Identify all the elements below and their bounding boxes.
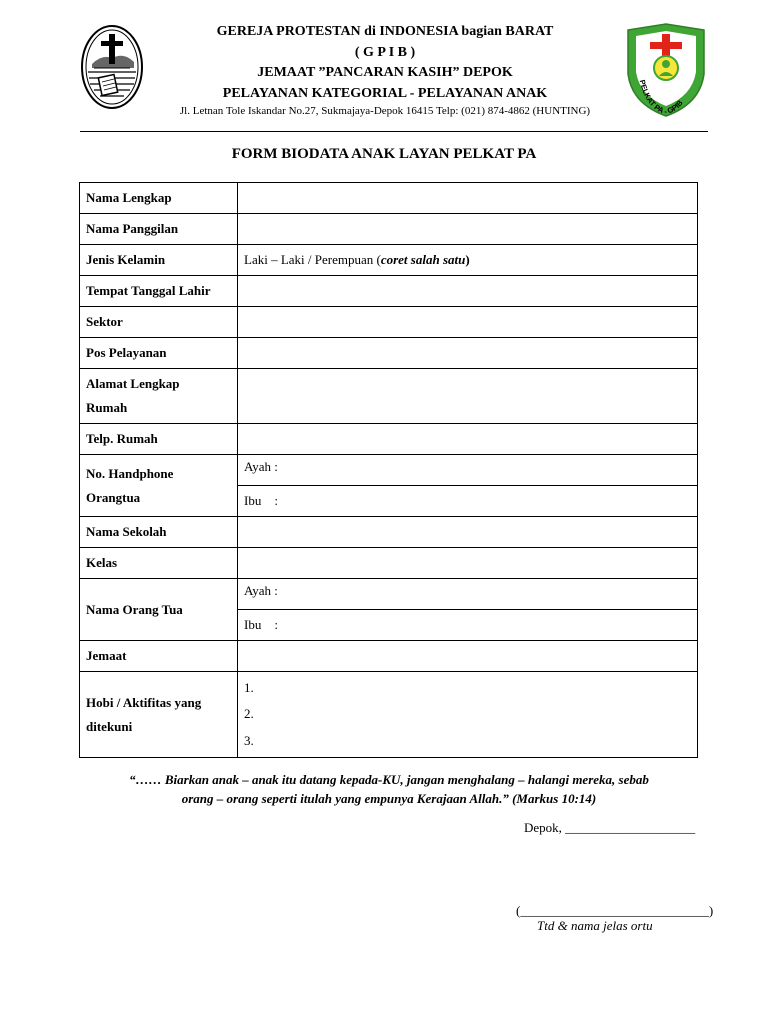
- jemaat-label: Jemaat: [80, 641, 238, 672]
- table-row: [80, 307, 698, 338]
- header-divider: [80, 131, 708, 132]
- church-abbreviation: ( G P I B ): [354, 44, 416, 60]
- handphone-ibu-label: Ibu :: [244, 493, 278, 508]
- signature-line[interactable]: (_____________________________): [516, 903, 714, 918]
- alamat-field[interactable]: [238, 369, 698, 424]
- signature-caption: Ttd & nama jelas ortu: [537, 918, 653, 933]
- telp-rumah-label: Telp. Rumah: [80, 424, 238, 455]
- nama-sekolah-field[interactable]: [238, 517, 698, 548]
- congregation-name: JEMAAT ”PANCARAN KASIH” DEPOK: [257, 65, 513, 80]
- pelkat-pa-shield-icon: [624, 22, 708, 118]
- hobi-label-line1: Hobi / Aktifitas yang: [86, 694, 202, 710]
- quote-line-1: “…… Biarkan anak – anak itu datang kepada-KU, jangan menghalang – halangi mereka, sebab: [129, 772, 649, 787]
- handphone-ayah-field[interactable]: [238, 455, 698, 486]
- alamat-label-line1: Alamat Lengkap: [86, 376, 180, 391]
- orang-tua-ayah-field[interactable]: [238, 579, 698, 610]
- nama-orang-tua-label: Nama Orang Tua: [80, 579, 238, 641]
- gender-close-paren: ): [465, 252, 470, 267]
- orang-tua-ayah-label: Ayah :: [244, 583, 278, 598]
- table-row: [80, 245, 698, 276]
- telp-rumah-field[interactable]: [238, 424, 698, 455]
- church-name: GEREJA PROTESTAN di INDONESIA bagian BARAT: [216, 24, 554, 39]
- form-title: FORM BIODATA ANAK LAYAN PELKAT PA: [231, 146, 537, 162]
- nama-lengkap-field[interactable]: [238, 183, 698, 214]
- jenis-kelamin-label: Jenis Kelamin: [80, 245, 238, 276]
- nama-sekolah-label: Nama Sekolah: [80, 517, 238, 548]
- letterhead: [80, 18, 710, 134]
- bible-quote: [80, 770, 698, 808]
- table-row: [80, 338, 698, 369]
- handphone-label-line1: No. Handphone: [86, 465, 174, 481]
- tempat-tanggal-lahir-field[interactable]: [238, 276, 698, 307]
- place-date-line[interactable]: Depok, ____________________: [524, 820, 696, 835]
- handphone-label-line2: Orangtua: [86, 489, 141, 505]
- table-row: [80, 579, 698, 610]
- jenis-kelamin-field[interactable]: [238, 245, 698, 276]
- handphone-ibu-field[interactable]: [238, 486, 698, 517]
- table-row: [80, 424, 698, 455]
- sektor-label: Sektor: [80, 307, 238, 338]
- ministry-name: PELAYANAN KATEGORIAL - PELAYANAN ANAK: [222, 85, 548, 101]
- pos-pelayanan-field[interactable]: [238, 338, 698, 369]
- hobi-label: [80, 672, 238, 758]
- orang-tua-ibu-label: Ibu :: [244, 617, 278, 632]
- gpib-church-seal-icon: [80, 24, 144, 110]
- table-row: [80, 548, 698, 579]
- nama-lengkap-label: Nama Lengkap: [80, 183, 238, 214]
- alamat-label: [80, 369, 238, 424]
- pos-pelayanan-label: Pos Pelayanan: [80, 338, 238, 369]
- gender-instruction: coret salah satu: [380, 252, 466, 267]
- alamat-label-line2: Rumah: [86, 400, 128, 415]
- hobi-item-1: 1.: [244, 679, 254, 695]
- table-row: [80, 214, 698, 245]
- sektor-field[interactable]: [238, 307, 698, 338]
- table-row: [80, 369, 698, 424]
- shield-logo-text: PELKAT PA - GPIB: [637, 78, 685, 117]
- tempat-tanggal-lahir-label: Tempat Tanggal Lahir: [80, 276, 238, 307]
- table-row: [80, 641, 698, 672]
- orang-tua-ibu-field[interactable]: [238, 610, 698, 641]
- nama-panggilan-field[interactable]: [238, 214, 698, 245]
- kelas-label: Kelas: [80, 548, 238, 579]
- handphone-label: [80, 455, 238, 517]
- kelas-field[interactable]: [238, 548, 698, 579]
- table-row: [80, 517, 698, 548]
- church-address: Jl. Letnan Tole Iskandar No.27, Sukmajaya-Depok 16415 Telp: (021) 874-4862 (HUNTING): [179, 105, 591, 117]
- biodata-form-table: [79, 182, 698, 758]
- hobi-item-2: 2.: [244, 706, 254, 722]
- quote-line-2: orang – orang seperti itulah yang empunya Kerajaan Allah.” (Markus 10:14): [181, 791, 597, 806]
- table-row: [80, 455, 698, 486]
- table-row: [80, 276, 698, 307]
- table-row: [80, 183, 698, 214]
- hobi-label-line2: ditekuni: [86, 718, 133, 734]
- jemaat-field[interactable]: [238, 641, 698, 672]
- table-row: [80, 672, 698, 758]
- hobi-field[interactable]: [238, 672, 698, 758]
- nama-panggilan-label: Nama Panggilan: [80, 214, 238, 245]
- handphone-ayah-label: Ayah :: [244, 459, 278, 474]
- gender-options: Laki – Laki / Perempuan (: [244, 252, 381, 267]
- hobi-item-3: 3.: [244, 732, 254, 748]
